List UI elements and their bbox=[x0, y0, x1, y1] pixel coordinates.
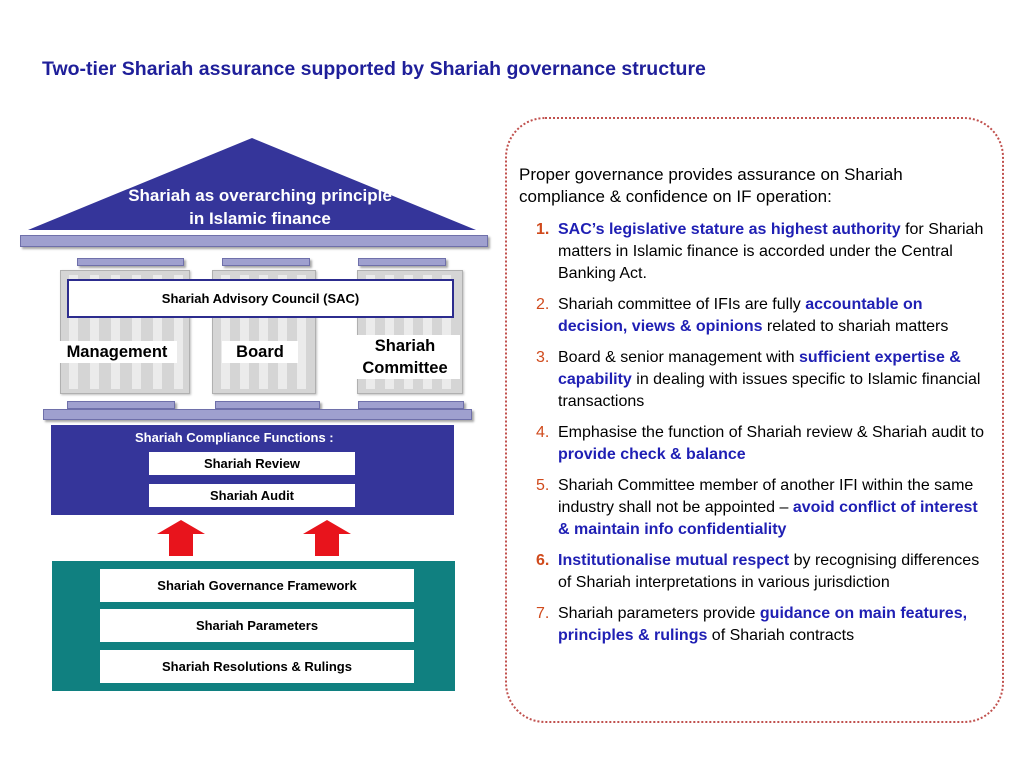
base-ledge-middle bbox=[215, 401, 320, 409]
governance-framework-box: Shariah Governance Framework bbox=[100, 569, 414, 602]
list-item: 7. Shariah parameters provide guidance on main features, principles & rulings of Shariah contracts bbox=[536, 605, 968, 644]
highlight: guidance on main features, principles & rulings bbox=[558, 605, 968, 644]
point-number: 4. bbox=[536, 424, 550, 441]
list-item: 5. Shariah Committee member of another IFI within the same industry shall not be appointed – avoid conflict of interest & maintain info confidentiality bbox=[536, 477, 978, 538]
assurance-points-list bbox=[530, 219, 992, 656]
pillar-label-management: Management bbox=[57, 341, 177, 363]
base-ledge-left bbox=[67, 401, 175, 409]
capital-middle bbox=[222, 258, 310, 266]
compliance-title: Shariah Compliance Functions : bbox=[135, 430, 334, 445]
roof-ledge bbox=[20, 235, 488, 247]
highlight: SAC’s legislative stature as highest authority bbox=[558, 221, 901, 238]
list-item: 2. Shariah committee of IFIs are fully accountable on decision, views & opinions related to shariah matters bbox=[536, 296, 949, 335]
pillar-label-board: Board bbox=[222, 341, 298, 363]
list-item: 6. Institutionalise mutual respect by recognising differences of Shariah interpretations in various jurisdiction bbox=[536, 552, 980, 591]
roof-text: Shariah as overarching principle in Islamic finance bbox=[128, 186, 392, 228]
point-number: 1. bbox=[536, 221, 550, 238]
shariah-parameters-box: Shariah Parameters bbox=[100, 609, 414, 642]
shariah-audit-box: Shariah Audit bbox=[149, 484, 355, 507]
pillar-label-shariah-committee: Shariah Committee bbox=[350, 335, 460, 379]
point-number: 2. bbox=[536, 296, 550, 313]
shariah-review-box: Shariah Review bbox=[149, 452, 355, 475]
panel-intro: Proper governance provides assurance on Shariah compliance & confidence on IF operation: bbox=[519, 165, 903, 206]
list-item: 4. Emphasise the function of Shariah review & Shariah audit to provide check & balance bbox=[536, 424, 985, 463]
point-number: 3. bbox=[536, 349, 550, 366]
highlight: provide check & balance bbox=[558, 446, 746, 463]
stylobate bbox=[43, 409, 472, 420]
page-title: Two-tier Shariah assurance supported by Shariah governance structure bbox=[42, 58, 706, 80]
foundation-block bbox=[52, 561, 455, 691]
highlight: sufficient expertise & capability bbox=[558, 349, 961, 388]
capital-left bbox=[77, 258, 184, 266]
list-item: 3. Board & senior management with sufficient expertise & capability in dealing with issues specific to Islamic financial transactions bbox=[536, 349, 981, 410]
point-number: 7. bbox=[536, 605, 550, 622]
list-item: 1. SAC’s legislative stature as highest authority for Shariah matters in Islamic finance is accorded under the Central Banking Act. bbox=[536, 221, 984, 282]
point-number: 5. bbox=[536, 477, 550, 494]
base-ledge-right bbox=[358, 401, 464, 409]
highlight: avoid conflict of interest & maintain info confidentiality bbox=[558, 499, 978, 538]
point-number: 6. bbox=[536, 552, 550, 569]
highlight: accountable on decision, views & opinions bbox=[558, 296, 923, 335]
resolutions-rulings-box: Shariah Resolutions & Rulings bbox=[100, 650, 414, 683]
up-arrow-icon bbox=[303, 520, 351, 556]
compliance-functions-block bbox=[51, 425, 454, 515]
up-arrow-icon bbox=[157, 520, 205, 556]
capital-right bbox=[358, 258, 446, 266]
highlight: Institutionalise mutual respect bbox=[558, 552, 790, 569]
sac-box: Shariah Advisory Council (SAC) bbox=[67, 279, 454, 318]
